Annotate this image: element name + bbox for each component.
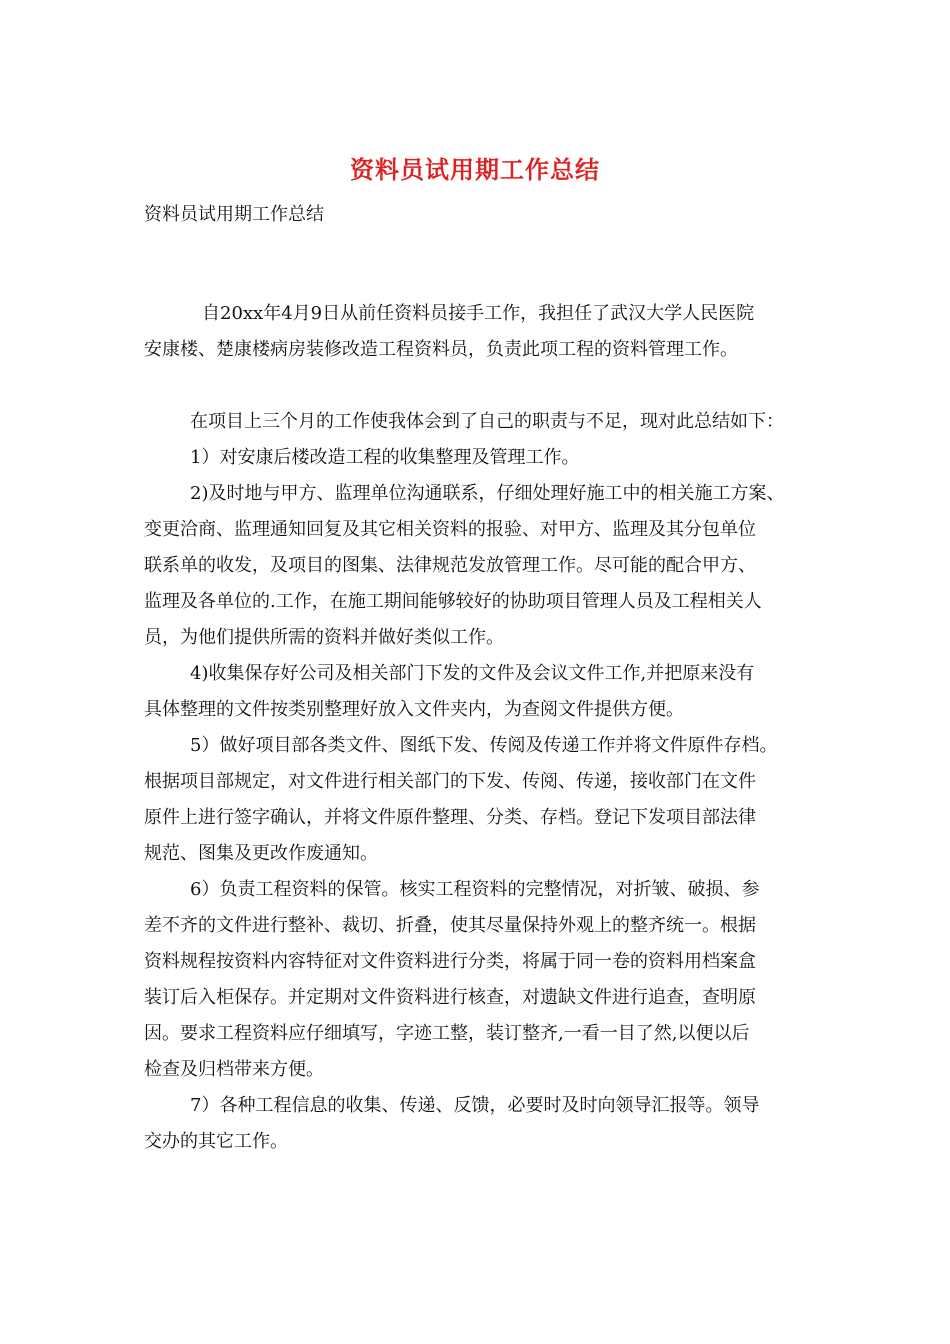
item-2-line: 监理及各单位的.工作，在施工期间能够较好的协助项目管理人员及工程相关人 bbox=[144, 591, 762, 612]
summary-intro bbox=[144, 404, 824, 440]
intro-line: 安康楼、楚康楼病房装修改造工程资料员，负责此项工程的资料管理工作。 bbox=[144, 339, 738, 360]
item-5-line: 原件上进行签字确认，并将文件原件整理、分类、存档。登记下发项目部法律 bbox=[144, 807, 756, 828]
item-4-line: 4)收集保存好公司及相关部门下发的文件及会议文件工作,并把原来没有 bbox=[190, 663, 755, 684]
item-6-line: 因。要求工程资料应仔细填写，字迹工整，装订整齐,一看一目了然,以便以后 bbox=[144, 1023, 750, 1044]
item-2-line: 变更洽商、监理通知回复及其它相关资料的报验、对甲方、监理及其分包单位 bbox=[144, 519, 756, 540]
item-6-line: 检查及归档带来方便。 bbox=[144, 1059, 324, 1080]
item-7-line: 交办的其它工作。 bbox=[144, 1131, 288, 1152]
item-7-line: 7）各种工程信息的收集、传递、反馈，必要时及时向领导汇报等。领导 bbox=[190, 1095, 760, 1116]
item-list bbox=[144, 440, 824, 1160]
item-5-line: 根据项目部规定，对文件进行相关部门的下发、传阅、传递，接收部门在文件 bbox=[144, 771, 756, 792]
intro-paragraph bbox=[144, 296, 824, 368]
summary-intro-line: 在项目上三个月的工作使我体会到了自己的职责与不足，现对此总结如下： bbox=[190, 411, 784, 432]
item-2-line: 2)及时地与甲方、监理单位沟通联系，仔细处理好施工中的相关施工方案、 bbox=[190, 483, 785, 504]
item-6-line: 差不齐的文件进行整补、裁切、折叠，使其尽量保持外观上的整齐统一。根据 bbox=[144, 915, 756, 936]
item-5-line: 5）做好项目部各类文件、图纸下发、传阅及传递工作并将文件原件存档。 bbox=[190, 735, 778, 756]
item-5-line: 规范、图集及更改作废通知。 bbox=[144, 843, 378, 864]
item-6-line: 资料规程按资料内容特征对文件资料进行分类，将属于同一卷的资料用档案盒 bbox=[144, 951, 756, 972]
item-2-line: 员，为他们提供所需的资料并做好类似工作。 bbox=[144, 627, 504, 648]
item-6-line: 装订后入柜保存。并定期对文件资料进行核查，对遗缺文件进行追查，查明原 bbox=[144, 987, 756, 1008]
item-6-line: 6）负责工程资料的保管。核实工程资料的完整情况，对折皱、破损、参 bbox=[190, 879, 760, 900]
document-subtitle: 资料员试用期工作总结 bbox=[144, 204, 324, 225]
item-4-line: 具体整理的文件按类别整理好放入文件夹内，为查阅文件提供方便。 bbox=[144, 699, 684, 720]
intro-line: 自20xx年4月9日从前任资料员接手工作，我担任了武汉大学人民医院 bbox=[202, 303, 755, 324]
item-1-line: 1）对安康后楼改造工程的收集整理及管理工作。 bbox=[190, 447, 580, 468]
document-title: 资料员试用期工作总结 bbox=[350, 155, 600, 184]
item-2-line: 联系单的收发，及项目的图集、法律规范发放管理工作。尽可能的配合甲方、 bbox=[144, 555, 756, 576]
